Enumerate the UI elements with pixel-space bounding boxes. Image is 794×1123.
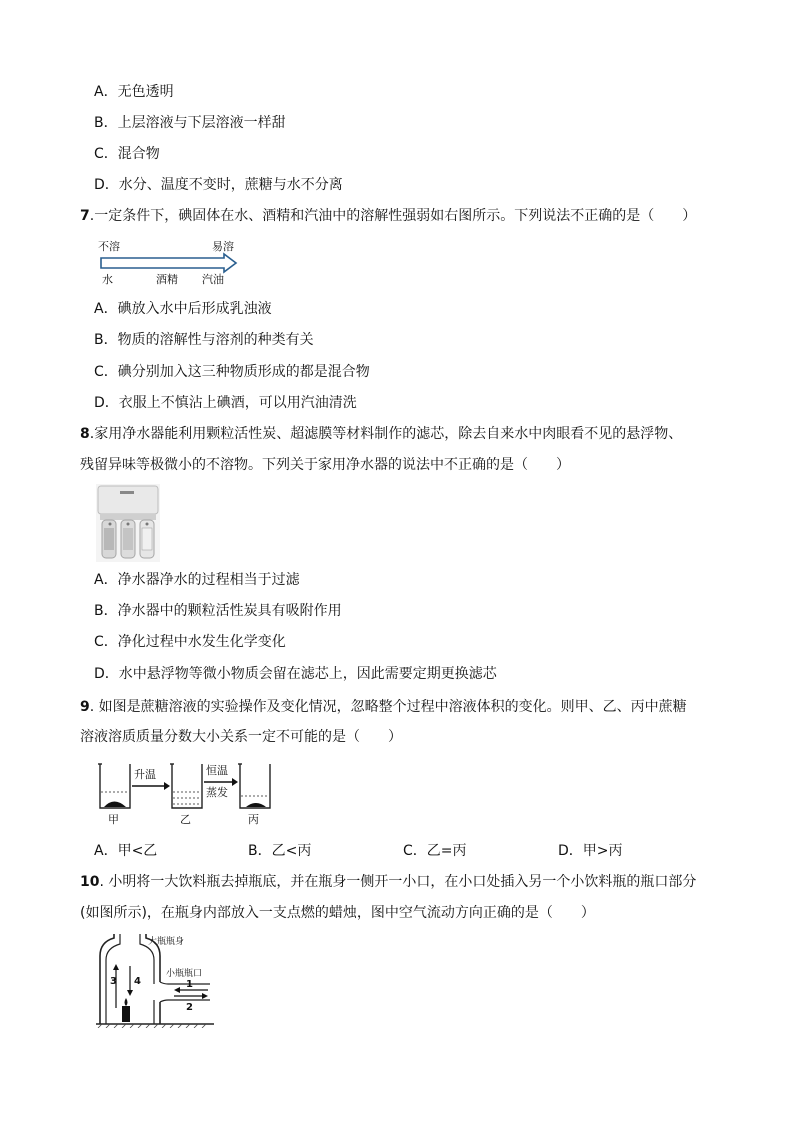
q8-option-b: B．净水器中的颗粒活性炭具有吸附作用 (94, 603, 342, 619)
q8-number: 8 (80, 426, 90, 442)
q10-text-line1: . 小明将一大饮料瓶去掉瓶底，并在瓶身一侧开一小口，在小口处插入另一个小饮料瓶的瓶口部分 (99, 874, 697, 890)
q9-number: 9 (80, 699, 90, 715)
beaker-jia (98, 764, 130, 808)
q6-option-a: A．无色透明 (94, 84, 174, 100)
q7-figure-insoluble-label: 不溶 (98, 240, 120, 253)
q10-small-mouth-label: 小瓶瓶口 (166, 969, 203, 979)
q7-figure-gasoline-label: 汽油 (202, 273, 224, 286)
q10-stem-line2: (如图所示)，在瓶身内部放入一支点燃的蜡烛，图中空气流动方向正确的是（ ） (80, 905, 595, 921)
q8-stem-line2: 残留异味等极微小的不溶物。下列关于家用净水器的说法中不正确的是（ ） (80, 457, 570, 473)
q9-beakers-figure (96, 760, 276, 826)
q7-solubility-figure (96, 238, 246, 288)
q7-option-b: B．物质的溶解性与溶剂的种类有关 (94, 332, 314, 348)
q8-water-purifier-photo (96, 484, 160, 562)
q7-figure-soluble-label: 易溶 (212, 240, 234, 253)
q9-step2-bottom-label: 蒸发 (206, 786, 228, 799)
q7-option-a: A．碘放入水中后形成乳浊液 (94, 301, 272, 317)
q7-option-c: C．碘分别加入这三种物质形成的都是混合物 (94, 364, 370, 380)
q7-figure-water-label: 水 (102, 273, 113, 286)
q10-arrow-2-label: 2 (186, 1002, 193, 1013)
q8-option-d: D．水中悬浮物等微小物质会留在滤芯上，因此需要定期更换滤芯 (94, 666, 497, 682)
q7-figure-alcohol-label: 酒精 (156, 273, 178, 286)
q7-number: 7 (80, 208, 90, 224)
q9-text-line1: . 如图是蔗糖溶液的实验操作及变化情况，忽略整个过程中溶液体积的变化。则甲、乙、丙中蔗糖 (89, 699, 687, 715)
beaker-yi-label: 乙 (180, 813, 191, 826)
q10-arrow-3-label: 3 (110, 976, 117, 987)
q8-text-line1: .家用净水器能利用颗粒活性炭、超滤膜等材料制作的滤芯，除去自来水中肉眼看不见的悬浮物、 (89, 426, 683, 442)
q10-candle (122, 1006, 130, 1022)
beaker-bing (238, 764, 270, 808)
q7-stem (80, 206, 696, 226)
q7-solubility-arrow (101, 254, 236, 272)
q10-arrow-1-label: 1 (186, 979, 193, 990)
q9-step1-label: 升温 (134, 768, 156, 781)
q7-text: .一定条件下，碘固体在水、酒精和汽油中的溶解性强弱如右图所示。下列说法不正确的是（ ） (89, 208, 697, 224)
q9-option-b: B．乙<丙 (248, 843, 312, 859)
q8-stem-line1 (80, 424, 682, 444)
q7-option-d: D．衣服上不慎沾上碘酒，可以用汽油清洗 (94, 395, 357, 411)
q9-step2-top-label: 恒温 (206, 764, 228, 777)
q6-option-c: C．混合物 (94, 146, 160, 162)
beaker-jia-label: 甲 (108, 813, 119, 826)
q9-stem-line1 (80, 697, 687, 717)
beaker-bing-label: 丙 (248, 813, 259, 826)
q8-option-a: A．净水器净水的过程相当于过滤 (94, 572, 300, 588)
q10-arrow-4-label: 4 (134, 976, 141, 987)
q9-stem-line2: 溶液溶质质量分数大小关系一定不可能的是（ ） (80, 729, 402, 745)
q10-bottle-figure (96, 932, 216, 1028)
q9-option-c: C．乙=丙 (403, 843, 467, 859)
q10-candle-flame (125, 998, 128, 1006)
q10-stem-line1 (80, 872, 696, 892)
q6-option-b: B．上层溶液与下层溶液一样甜 (94, 115, 286, 131)
beaker-yi (170, 764, 202, 808)
q10-number: 10 (80, 874, 100, 890)
q6-option-d: D．水分、温度不变时，蔗糖与水不分离 (94, 177, 343, 193)
q9-option-a: A．甲<乙 (94, 843, 158, 859)
q10-big-bottle-label: 大瓶瓶身 (148, 937, 185, 947)
q8-option-c: C．净化过程中水发生化学变化 (94, 634, 286, 650)
q9-option-d: D．甲>丙 (558, 843, 623, 859)
